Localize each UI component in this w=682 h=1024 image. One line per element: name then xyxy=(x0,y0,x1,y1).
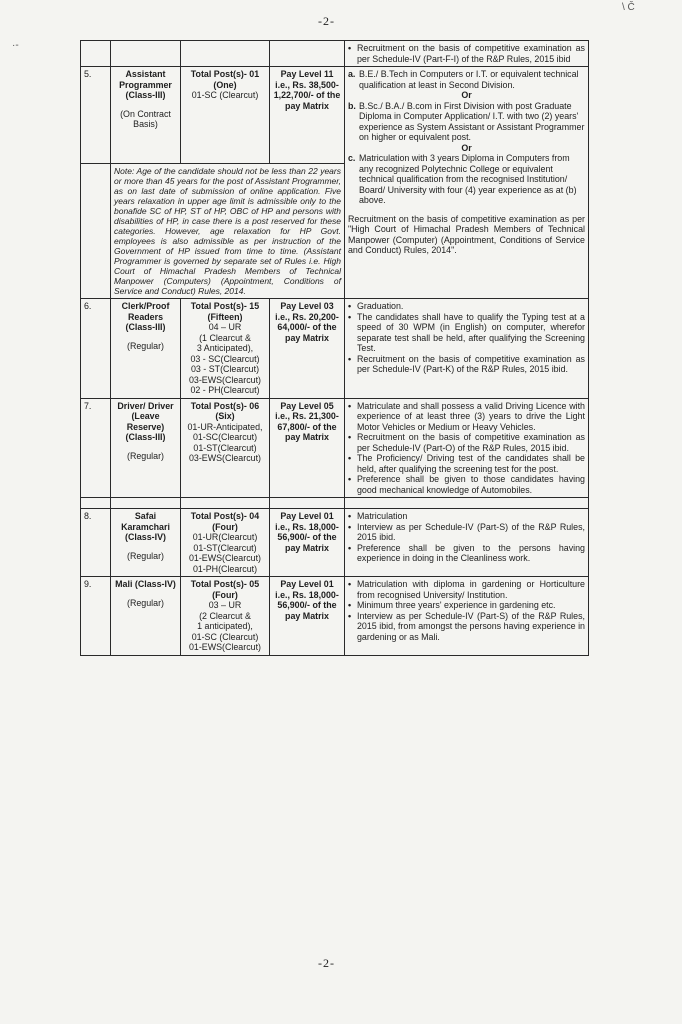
eligibility-item: • The Proficiency/ Driving test of the candidates shall be held, after qualifying the screening test for the post. xyxy=(357,453,585,474)
eligibility-item: • Interview as per Schedule-IV (Part-S) of the R&P Rules, 2015 ibid, from amongst the persons having experience in gardening or as Mali. xyxy=(357,611,585,643)
page-number-bottom: -2- xyxy=(318,956,335,970)
posts-detail: 01-UR(Clearcut) 01-ST(Clearcut) 01-EWS(Clearcut) 01-PH(Clearcut) xyxy=(188,532,261,574)
age-note: Note: Age of the candidate should not be less than 22 years or more than 45 years for the post of Assistant Programmer, as on last date of submission of online application. Five years relaxation in upper age limit is admissible only to the bonafide SC of HP, ST of HP, OBC of HP and persons with disabilities of HP, in case there is a post reserved for these categories. However, age relaxation for HP Govt. employees is also admissible as per instruction of the Government of HP issued from time to time. (Assistant Programmer is governed by separate set of Rules i.e. High Court of Himachal Pradesh Members of Technical Manpower (Computers) (Appointment, Conditions of Service and Conduct) Rules, 2014. xyxy=(111,164,345,299)
pay-level: Pay Level 11 i.e., Rs. 38,500- 1,22,700/- of the pay Matrix xyxy=(273,69,341,111)
post-name-cell xyxy=(111,509,181,577)
serial-number: 5. xyxy=(81,67,111,164)
pay-cell xyxy=(270,577,345,656)
serial-number: 9. xyxy=(81,577,111,656)
posts-detail: 01-SC (Clearcut) xyxy=(191,90,259,100)
appointment-basis: (Regular) xyxy=(127,597,164,608)
pay-level: Pay Level 01 i.e., Rs. 18,000- 56,900/- of the pay Matrix xyxy=(275,579,339,621)
posts-detail: 01-UR-Anticipated, 01-SC(Clearcut) 01-ST(Clearcut) 03-EWS(Clearcut) xyxy=(187,421,263,464)
post-name-cell xyxy=(111,577,181,656)
eligibility-item: • Preference shall be given to those candidates having good mechanical knowledge of Automobiles. xyxy=(357,474,585,495)
table-gap xyxy=(81,498,589,509)
serial-number: 6. xyxy=(81,299,111,399)
eligibility-cell xyxy=(345,509,589,577)
eligibility-cell xyxy=(345,67,589,299)
margin-mark: ·- xyxy=(12,40,19,51)
posts-total: Total Post(s)- 01 (One) xyxy=(190,69,260,90)
posts-cell xyxy=(181,398,270,498)
pay-level: Pay Level 05 i.e., Rs. 21,300- 67,800/- of the pay Matrix xyxy=(275,400,339,443)
post-name: Safai Karamchari (Class-IV) xyxy=(121,511,170,543)
serial-number: 8. xyxy=(81,509,111,577)
eligibility-item: • Matriculation with diploma in gardening or Horticulture from recognised University/ Institution. xyxy=(357,579,585,600)
posts-detail: 03 – UR (2 Clearcut & 1 anticipated), 01-SC (Clearcut) 01-EWS(Clearcut) xyxy=(188,600,261,653)
pay-cell xyxy=(270,67,345,164)
pay-cell xyxy=(270,398,345,498)
or-separator: Or xyxy=(461,142,472,153)
appointment-basis: (On Contract Basis) xyxy=(120,108,171,129)
eligibility-item: • Interview as per Schedule-IV (Part-S) of the R&P Rules, 2015 ibid. xyxy=(357,522,585,543)
recruitment-basis: Recruitment on the basis of competitive examination as per "High Court of Himachal Pradesh Members of Technical Manpower (Computer) (Appointment, Conditions of Service and Conduct) Rules, 2014". xyxy=(348,213,585,255)
posts-cell xyxy=(181,509,270,577)
or-separator: Or xyxy=(461,90,472,100)
pay-cell xyxy=(270,299,345,399)
corner-scribble: \ Č xyxy=(622,2,635,13)
eligibility-cell xyxy=(345,398,589,498)
pay-level: Pay Level 01 i.e., Rs. 18,000- 56,900/- of the pay Matrix xyxy=(275,511,339,553)
pay-cell xyxy=(270,509,345,577)
table-row-6 xyxy=(81,299,589,399)
option-c: c. Matriculation with 3 years Diploma in Computers from any recognized Polytechnic College or equivalent technical qualification from the recognised Institution/ Board/ University with four (4) year experience as at (b) above. xyxy=(348,153,577,205)
eligibility-item: • Recruitment on the basis of competitive examination as per Schedule-IV (Part-K) of the R&P Rules, 2015 ibid. xyxy=(357,354,585,375)
posts-cell xyxy=(181,299,270,399)
post-name-cell xyxy=(111,299,181,399)
posts-detail: 04 – UR (1 Clearcut & 3 Anticipated), 03 - SC(Clearcut) 03 - ST(Clearcut) 03-EWS(Clearcut) 02 - PH(Clearcut) xyxy=(188,322,261,396)
posts-cell xyxy=(181,67,270,164)
posts-total: Total Post(s)- 06 (Six) xyxy=(190,400,260,422)
recruitment-table xyxy=(80,40,589,656)
table-row-8 xyxy=(81,509,589,577)
pay-level: Pay Level 03 i.e., Rs. 20,200- 64,000/- of the pay Matrix xyxy=(275,301,339,343)
table-row-9 xyxy=(81,577,589,656)
serial-number: 7. xyxy=(81,398,111,498)
post-name-cell xyxy=(111,67,181,164)
page-number-top: -2- xyxy=(318,14,335,28)
eligibility-item: • Matriculate and shall possess a valid Driving Licence with experience of at least three (3) years to drive the Light Motor Vehicles or Medium or Heavy Vehicles. xyxy=(357,401,585,433)
table-row-5 xyxy=(81,67,589,164)
eligibility-cell xyxy=(345,577,589,656)
post-name-cell xyxy=(111,398,181,498)
eligibility-item: • Matriculation xyxy=(357,511,585,522)
table-row-carryover xyxy=(81,41,589,67)
option-a: a. B.E./ B.Tech in Computers or I.T. or equivalent technical qualification at least in Second Division. xyxy=(348,69,579,90)
post-name: Mali (Class-IV) xyxy=(115,579,176,590)
eligibility-item: • Preference shall be given to the persons having experience in doing in the Cleanliness work. xyxy=(357,543,585,564)
posts-total: Total Post(s)- 05 (Four) xyxy=(190,579,260,600)
eligibility-item: • Recruitment on the basis of competitive examination as per Schedule-IV (Part-O) of the R&P Rules, 2015 ibid. xyxy=(357,432,585,453)
appointment-basis: (Regular) xyxy=(127,450,164,461)
posts-cell xyxy=(181,577,270,656)
eligibility-item: • Graduation. xyxy=(357,301,585,312)
eligibility-cell xyxy=(345,299,589,399)
eligibility-item: • Recruitment on the basis of competitive examination as per Schedule-IV (Part-F-I) of the R&P Rules, 2015 ibid xyxy=(357,43,585,64)
table-row-7 xyxy=(81,398,589,498)
post-name: Clerk/Proof Readers (Class-III) xyxy=(121,301,170,333)
appointment-basis: (Regular) xyxy=(127,340,164,351)
post-name: Driver/ Driver (Leave Reserve) (Class-III) xyxy=(117,400,174,443)
posts-total: Total Post(s)- 15 (Fifteen) xyxy=(190,301,260,322)
post-name: Assistant Programmer (Class-III) xyxy=(119,69,172,100)
option-b: b. B.Sc./ B.A./ B.com in First Division with post Graduate Diploma in Computer Application/ I.T. with two (2) years' experience as System Assistant or Assistant Programmer on higher or equivalent post. xyxy=(348,100,585,142)
appointment-basis: (Regular) xyxy=(127,550,164,561)
posts-total: Total Post(s)- 04 (Four) xyxy=(190,511,260,532)
eligibility-item: • The candidates shall have to qualify the Typing test at a speed of 30 WPM (in English) on computer, wherefor separate test shall be held, after qualifying the Screening Test. xyxy=(357,312,585,354)
eligibility-cell xyxy=(345,41,589,67)
eligibility-item: • Minimum three years' experience in gardening etc. xyxy=(357,600,585,611)
